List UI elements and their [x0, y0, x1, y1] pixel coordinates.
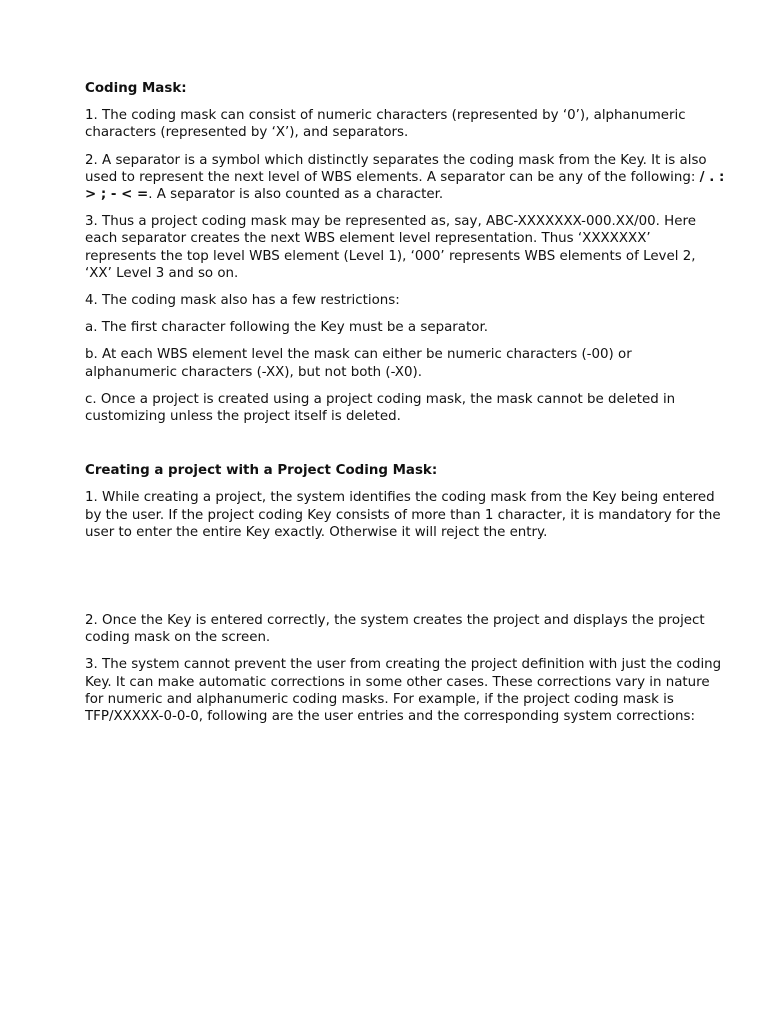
paragraph-mask-example: 3. Thus a project coding mask may be represented as, say, ABC-XXXXXXX-000.XX/00. Here each separator creates the next WBS element level representation. Thus ‘XXXXXXX’ represents the top level WBS element (Level 1), ‘000’ represents WBS elements of Level 2, ‘XX’ Level 3 and so on. [85, 214, 696, 281]
paragraph-key-identification: 1. While creating a project, the system identifies the coding mask from the Key being entered by the user. If the project coding Key consists of more than 1 character, it is mandatory for the user to enter the entire Key exactly. Otherwise it will reject the entry. [85, 490, 721, 540]
paragraph-restriction-c: c. Once a project is created using a project coding mask, the mask cannot be deleted in customizing unless the project itself is deleted. [85, 391, 676, 425]
paragraph-restriction-b: b. At each WBS element level the mask can either be numeric characters (-00) or alphanumeric characters (-XX), but not both (-X0). [85, 347, 632, 380]
paragraph-restriction-a: a. The first character following the Key must be a separator. [85, 320, 488, 336]
separator-symbols: / . : > ; - < = [85, 169, 725, 203]
paragraph-restrictions-intro: 4. The coding mask also has a few restrictions: [85, 293, 400, 309]
separator-text-after: . A separator is also counted as a character. [148, 187, 444, 203]
section-heading-coding-mask: Coding Mask: [85, 81, 187, 96]
creating-project-section [85, 462, 725, 725]
section-heading-creating-project: Creating a project with a Project Coding Mask: [85, 463, 438, 479]
paragraph-automatic-corrections: 3. The system cannot prevent the user from creating the project definition with just the coding Key. It can make automatic corrections in some other cases. These corrections vary in nature for numeric and alphanumeric coding masks. For example, if the project coding mask is TFP/XXXXX-0-0-0, following are the user entries and the corresponding system corrections: [85, 657, 722, 725]
paragraph-project-created: 2. Once the Key is entered correctly, the system creates the project and displays the project coding mask on the screen. [85, 613, 705, 646]
document-page [85, 80, 725, 735]
paragraph-mask-characters: 1. The coding mask can consist of numeric characters (represented by ‘0’), alphanumeric characters (represented by ‘X’), and separators. [85, 108, 686, 141]
coding-mask-section [85, 80, 725, 425]
paragraph-separator-definition [85, 152, 725, 204]
separator-text-before: 2. A separator is a symbol which distinctly separates the coding mask from the Key. It is also used to represent the next level of WBS elements. A separator can be any of the following: [85, 152, 707, 185]
